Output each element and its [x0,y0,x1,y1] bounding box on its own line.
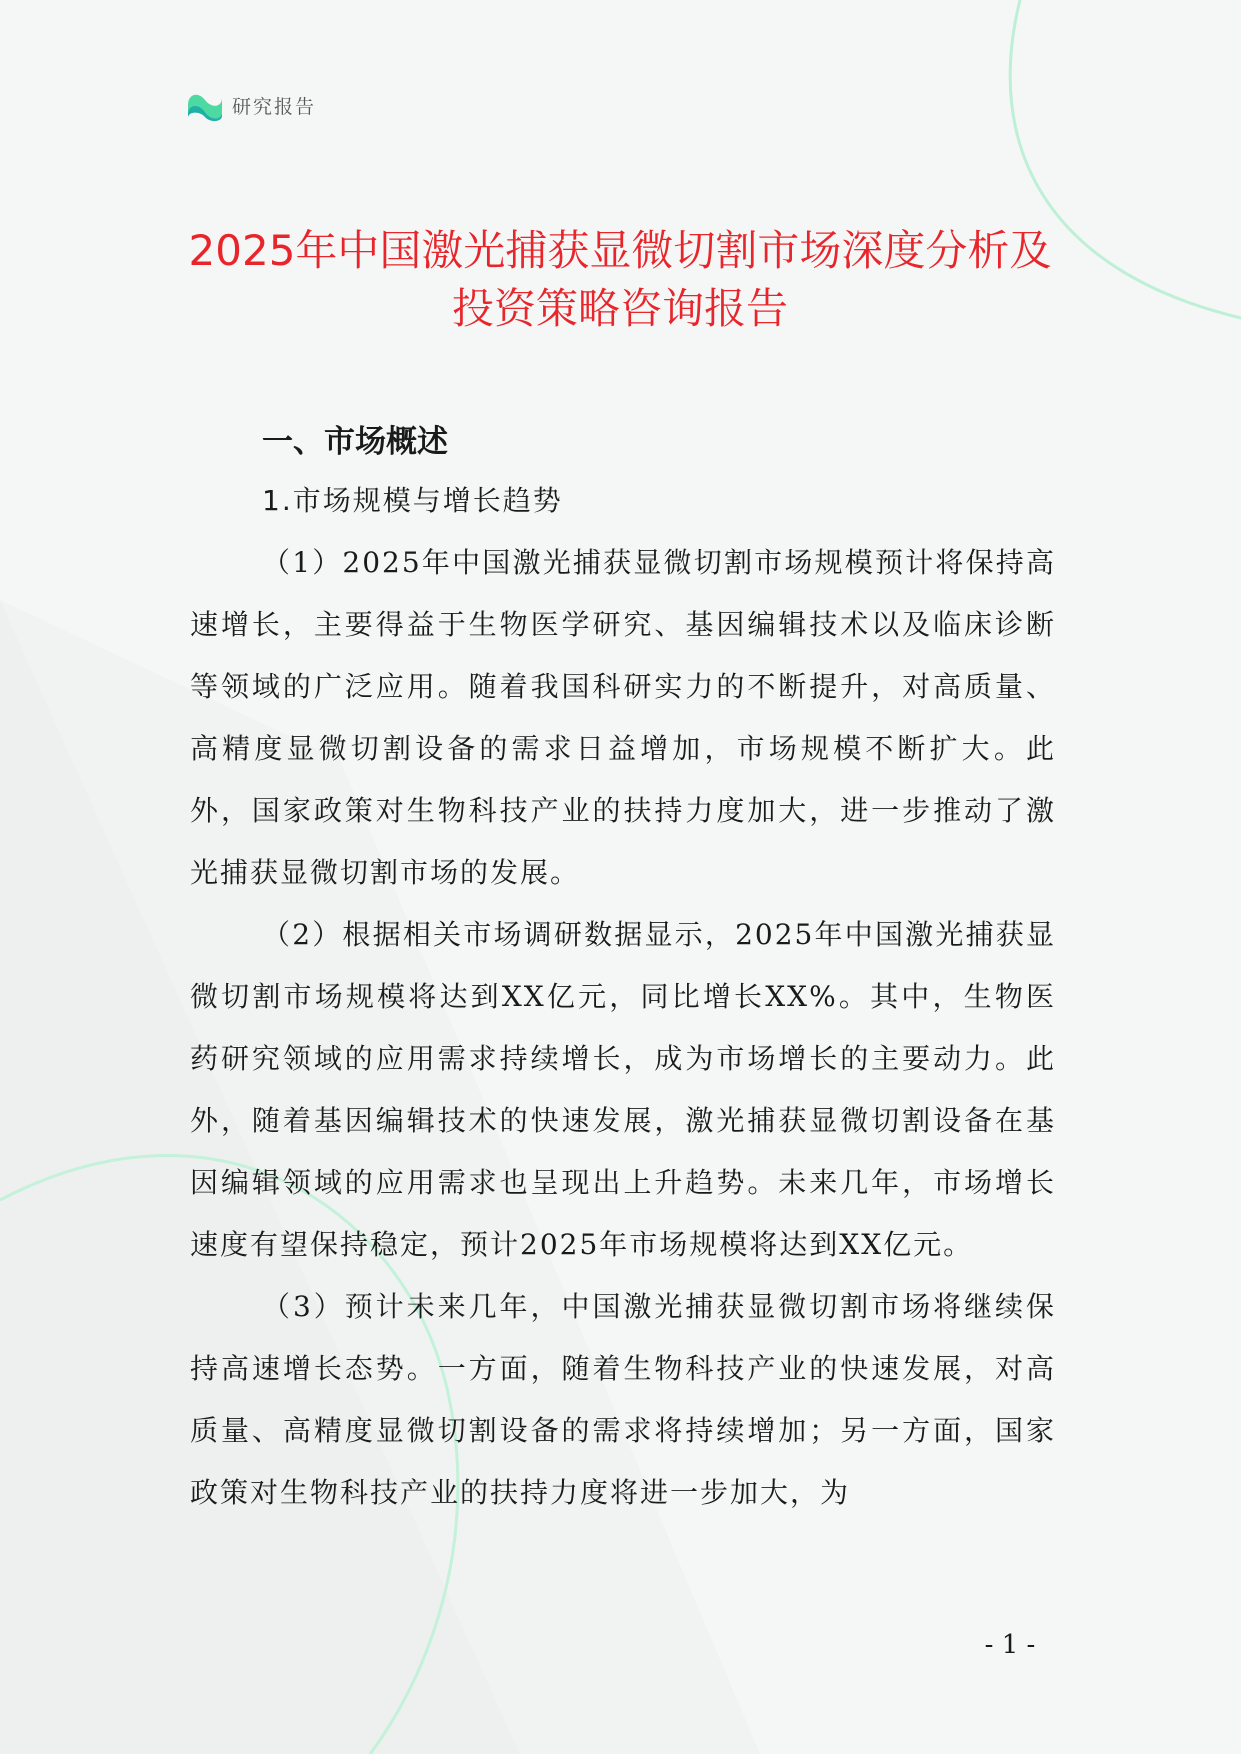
report-body [190,414,1056,1524]
paragraph-2: （2）根据相关市场调研数据显示，2025年中国激光捕获显微切割市场规模将达到XX亿元，同比增长XX%。其中，生物医药研究领域的应用需求持续增长，成为市场增长的主要动力。此外，随着基因编辑技术的快速发展，激光捕获显微切割设备在基因编辑领域的应用需求也呈现出上升趋势。未来几年，市场增长速度有望保持稳定，预计2025年市场规模将达到XX亿元。 [190,918,1056,1261]
header-label: 研究报告 [232,95,317,118]
report-header [186,88,316,122]
subsection-heading: 1.市场规模与增长趋势 [262,484,563,517]
section-heading: 一、市场概述 [262,424,448,460]
report-title: 2025年中国激光捕获显微切割市场深度分析及投资策略咨询报告 [188,226,1052,333]
paragraph-1: （1）2025年中国激光捕获显微切割市场规模预计将保持高速增长，主要得益于生物医学研究、基因编辑技术以及临床诊断等领域的广泛应用。随着我国科研实力的不断提升，对高质量、高精度显微切割设备的需求日益增加，市场规模不断扩大。此外，国家政策对生物科技产业的扶持力度加大，进一步推动了激光捕获显微切割市场的发展。 [190,546,1056,889]
page-number: - 1 - [984,1630,1036,1660]
brand-logo-icon [186,88,224,122]
paragraph-3: （3）预计未来几年，中国激光捕获显微切割市场将继续保持高速增长态势。一方面，随着生物科技产业的快速发展，对高质量、高精度显微切割设备的需求将持续增加；另一方面，国家政策对生物科技产业的扶持力度将进一步加大，为 [190,1290,1056,1509]
